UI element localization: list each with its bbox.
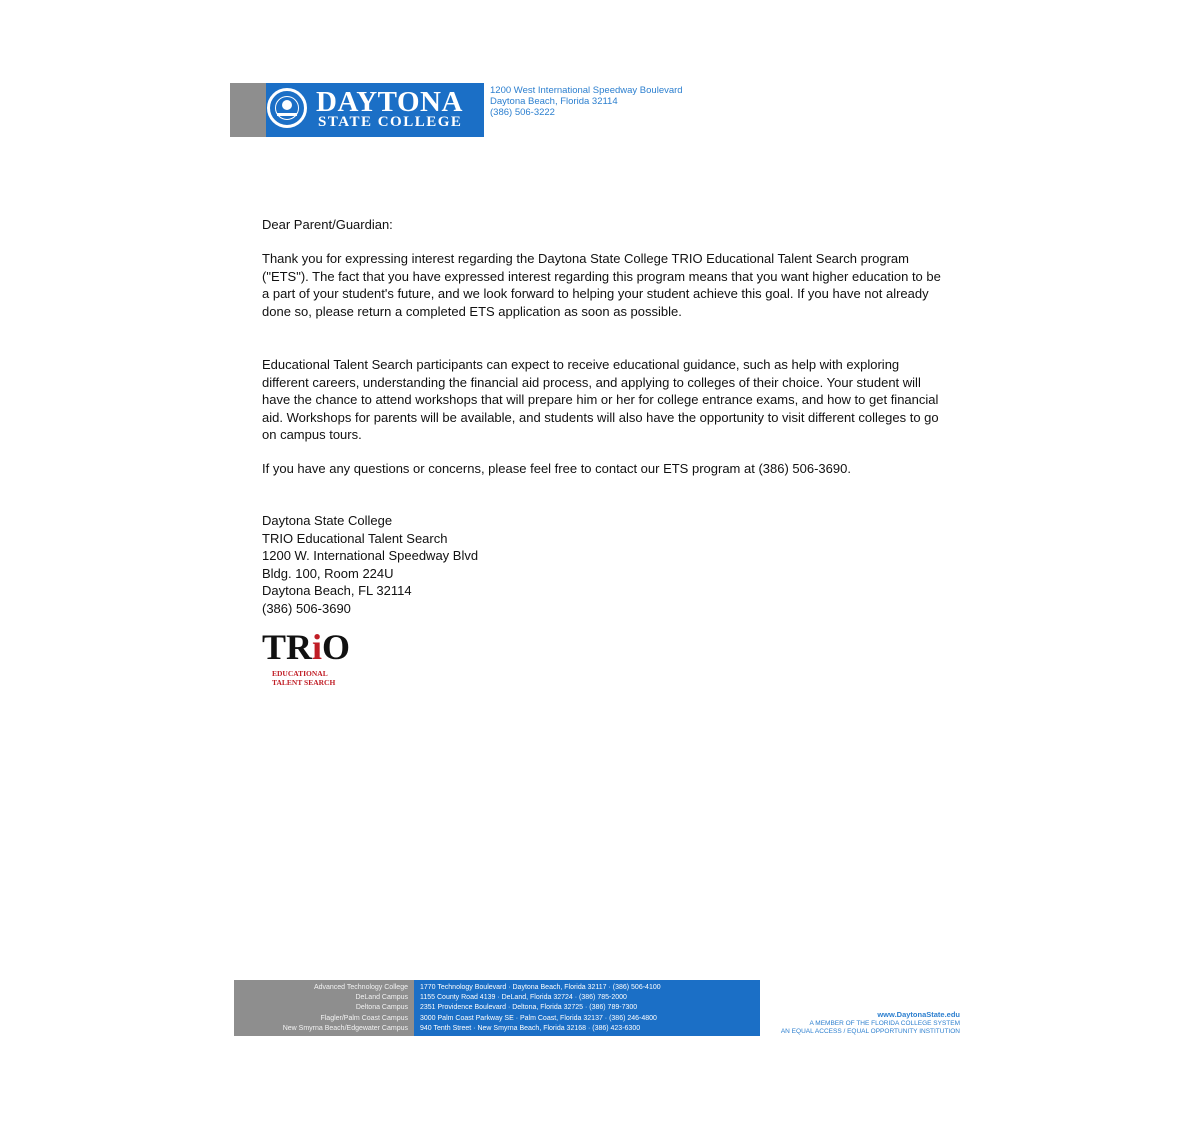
footer-member-line: A MEMBER OF THE FLORIDA COLLEGE SYSTEM: [809, 1020, 960, 1027]
footer-right-info: [764, 1010, 960, 1036]
letterhead-gray-block: [230, 83, 266, 137]
signature-line: Daytona Beach, FL 32114: [262, 583, 412, 598]
salutation: Dear Parent/Guardian:: [262, 217, 393, 232]
signature-block: [262, 512, 942, 617]
paragraph-text: Educational Talent Search participants can expect to receive educational guidance, such as help with exploring different careers, understanding the financial aid process, and applying to colleges of their choice. Your student will have the chance to attend workshops that will prepare him or her for college entrance exams, and how to get financial aid. Workshops for parents will be available, and students will also have the opportunity to visit different colleges to go on campus tours.: [262, 357, 939, 442]
footer-equal-line: AN EQUAL ACCESS / EQUAL OPPORTUNITY INSTITUTION: [780, 1028, 960, 1035]
letterhead-address: [490, 85, 683, 118]
footer-campus-address: 3000 Palm Coast Parkway SE · Palm Coast, Florida 32137 · (386) 246-4800: [420, 1014, 657, 1022]
letterhead-address-line: Daytona Beach, Florida 32114: [490, 96, 618, 107]
signature-line: TRIO Educational Talent Search: [262, 530, 448, 546]
footer-campus-address: 2351 Providence Boulevard · Deltona, Florida 32725 · (386) 789-7300: [420, 1004, 638, 1012]
footer-campus-address: 940 Tenth Street · New Smyrna Beach, Florida 32168 · (386) 423-6300: [420, 1024, 641, 1032]
footer-campus-name: Advanced Technology College: [313, 984, 408, 991]
letterhead-address-line: 1200 West International Speedway Boulevard: [490, 85, 683, 96]
signature-line: Daytona State College: [262, 513, 393, 528]
trio-logo-text: TR: [262, 627, 313, 667]
college-name: DAYTONA: [316, 86, 463, 118]
paragraph-text: If you have any questions or concerns, please feel free to contact our ETS program at (386) 506-3690.: [262, 461, 851, 476]
letterhead-address-line: (386) 506-3222: [490, 107, 555, 118]
footer-campus-name: Flagler/Palm Coast Campus: [320, 1014, 408, 1022]
footer-campus-address: 1155 County Road 4139 · DeLand, Florida 32724 · (386) 785-2000: [420, 994, 627, 1002]
footer-website: www.DaytonaState.edu: [877, 1010, 960, 1019]
footer-address-list: [420, 983, 756, 1034]
signature-line: Bldg. 100, Room 224U: [262, 565, 394, 581]
footer-campus-list: [234, 983, 408, 1034]
signature-line: 1200 W. International Speedway Blvd: [262, 548, 479, 563]
trio-tagline-line: TALENT SEARCH: [272, 678, 336, 687]
paragraph-intro: [262, 250, 942, 320]
trio-tagline-line: EDUCATIONAL: [272, 669, 328, 678]
college-subtitle: STATE COLLEGE: [318, 114, 463, 130]
paragraph-contact: [262, 460, 942, 478]
signature-line: (386) 506-3690: [262, 600, 351, 616]
trio-logo-i: i: [312, 627, 323, 667]
paragraph-text: Thank you for expressing interest regarding the Daytona State College TRIO Educational Talent Search program ("ETS"). The fact that you have expressed interest regarding this program means that you want higher education to be a part of your student's future, and we look forward to helping your student achieve this goal. If you have not already done so, please return a completed ETS application as soon as possible.: [262, 251, 941, 319]
footer-campus-name: DeLand Campus: [355, 994, 408, 1002]
trio-logo-text: O: [322, 627, 351, 667]
footer-campus-name: Deltona Campus: [355, 1004, 408, 1012]
paragraph-participants: [262, 356, 942, 444]
trio-logo: [262, 627, 351, 687]
college-seal-icon: [267, 88, 307, 128]
footer-campus-address: 1770 Technology Boulevard · Daytona Beach, Florida 32117 · (386) 506-4100: [420, 984, 661, 991]
footer-campus-name: New Smyrna Beach/Edgewater Campus: [282, 1024, 408, 1032]
trio-logo-tagline: [272, 669, 335, 687]
